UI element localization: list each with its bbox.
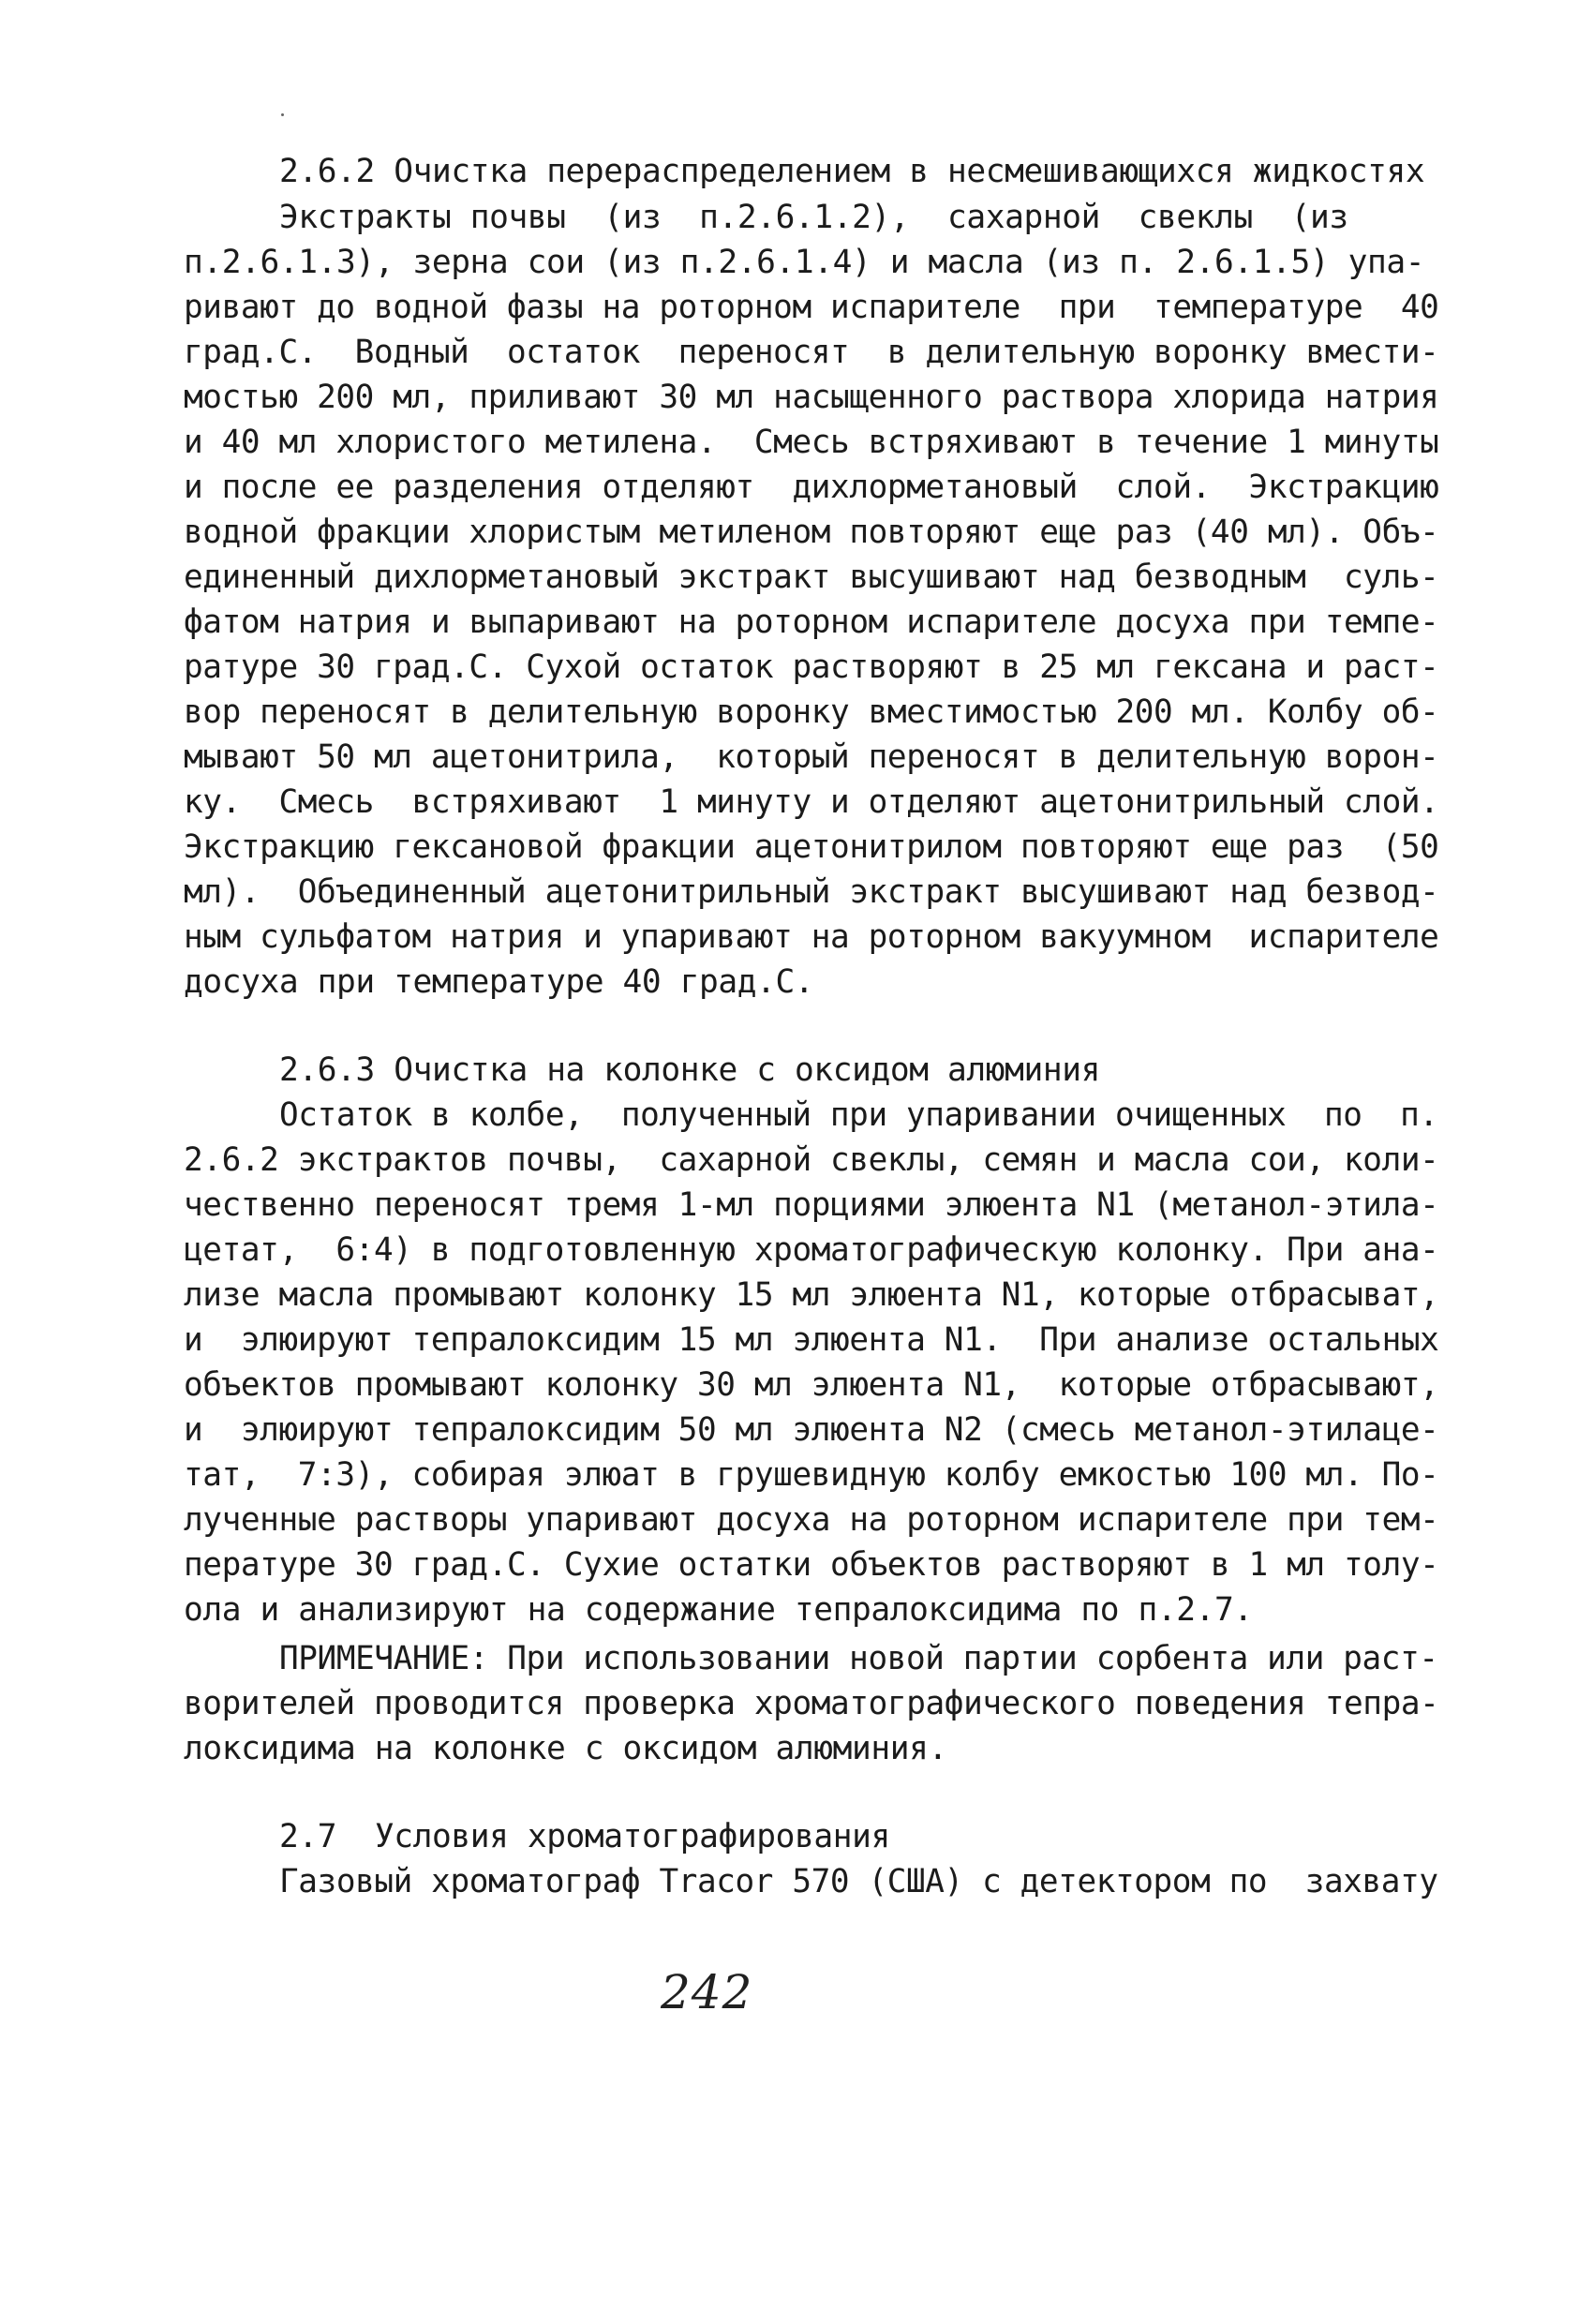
- paragraph-line: Газовый хроматограф Tracor 570 (США) с детектором по захвату: [279, 1863, 1438, 1900]
- paragraph-line: ным сульфатом натрия и упаривают на роторном вакуумном испарителе: [184, 918, 1439, 956]
- paragraph-line: вор переносят в делительную воронку вместимостью 200 мл. Колбу об-: [184, 693, 1439, 731]
- paragraph-line: Экстракцию гексановой фракции ацетонитрилом повторяют еще раз (50: [184, 828, 1439, 866]
- paragraph-line: мывают 50 мл ацетонитрила, который переносят в делительную ворон-: [184, 738, 1439, 776]
- section-27-heading: 2.7 Условия хроматографирования: [279, 1818, 890, 1855]
- paragraph-line: чественно переносят тремя 1-мл порциями элюента N1 (метанол-этила-: [184, 1186, 1439, 1224]
- note-line: локсидима на колонке с оксидом алюминия.: [184, 1730, 947, 1767]
- paragraph-line: единенный дихлорметановый экстракт высушивают над безводным суль-: [184, 559, 1439, 596]
- paragraph-line: объектов промывают колонку 30 мл элюента N1, которые отбрасывают,: [184, 1366, 1439, 1404]
- note-line: ПРИМЕЧАНИЕ: При использовании новой партии сорбента или раст-: [279, 1640, 1438, 1677]
- section-262-heading: 2.6.2 Очистка перераспределением в несмешивающихся жидкостях: [279, 153, 1425, 190]
- paragraph-line: ратуре 30 град.С. Сухой остаток растворяют в 25 мл гексана и раст-: [184, 648, 1439, 686]
- paragraph-line: тат, 7:3), собирая элюат в грушевидную колбу емкостью 100 мл. По-: [184, 1456, 1439, 1494]
- paragraph-line: град.С. Водный остаток переносят в делительную воронку вмести-: [184, 334, 1439, 371]
- paragraph-line: Экстракты почвы (из п.2.6.1.2), сахарной свеклы (из: [279, 199, 1348, 236]
- note-line: ворителей проводится проверка хроматографического поведения тепра-: [184, 1685, 1439, 1722]
- paragraph-line: цетат, 6:4) в подготовленную хроматографическую колонку. При ана-: [184, 1231, 1439, 1269]
- paragraph-line: и элюируют тепралоксидим 15 мл элюента N1. При анализе остальных: [184, 1321, 1439, 1359]
- paragraph-line: и элюируют тепралоксидим 50 мл элюента N2 (смесь метанол-этилаце-: [184, 1411, 1439, 1449]
- paragraph-line: водной фракции хлористым метиленом повторяют еще раз (40 мл). Объ-: [184, 514, 1439, 551]
- paragraph-line: и после ее разделения отделяют дихлорметановый слой. Экстракцию: [184, 469, 1439, 506]
- paragraph-line: мл). Объединенный ацетонитрильный экстракт высушивают над безвод-: [184, 873, 1439, 911]
- paragraph-line: 2.6.2 экстрактов почвы, сахарной свеклы, семян и масла сои, коли-: [184, 1141, 1439, 1179]
- scan-speck: [281, 113, 284, 116]
- section-263-heading: 2.6.3 Очистка на колонке с оксидом алюминия: [279, 1051, 1100, 1089]
- paragraph-line: Остаток в колбе, полученный при упаривании очищенных по п.: [279, 1096, 1438, 1134]
- paragraph-line: ку. Смесь встряхивают 1 минуту и отделяют ацетонитрильный слой.: [184, 783, 1439, 821]
- paragraph-line: пературе 30 град.С. Сухие остатки объектов растворяют в 1 мл толу-: [184, 1546, 1439, 1584]
- paragraph-line: и 40 мл хлористого метилена. Смесь встряхивают в течение 1 минуты: [184, 424, 1439, 461]
- paragraph-line: лизе масла промывают колонку 15 мл элюента N1, которые отбрасыват,: [184, 1276, 1439, 1314]
- paragraph-line: ривают до водной фазы на роторном испарителе при температуре 40: [184, 289, 1439, 326]
- paragraph-line: мостью 200 мл, приливают 30 мл насыщенного раствора хлорида натрия: [184, 379, 1439, 416]
- paragraph-line: ола и анализируют на содержание тепралоксидима по п.2.7.: [184, 1591, 1253, 1629]
- paragraph-line: досуха при температуре 40 град.С.: [184, 963, 814, 1001]
- paragraph-line: фатом натрия и выпаривают на роторном испарителе досуха при темпе-: [184, 603, 1439, 641]
- page-number: 242: [661, 1965, 753, 2019]
- paragraph-line: п.2.6.1.3), зерна сои (из п.2.6.1.4) и масла (из п. 2.6.1.5) упа-: [184, 244, 1425, 281]
- paragraph-line: лученные растворы упаривают досуха на роторном испарителе при тем-: [184, 1501, 1439, 1539]
